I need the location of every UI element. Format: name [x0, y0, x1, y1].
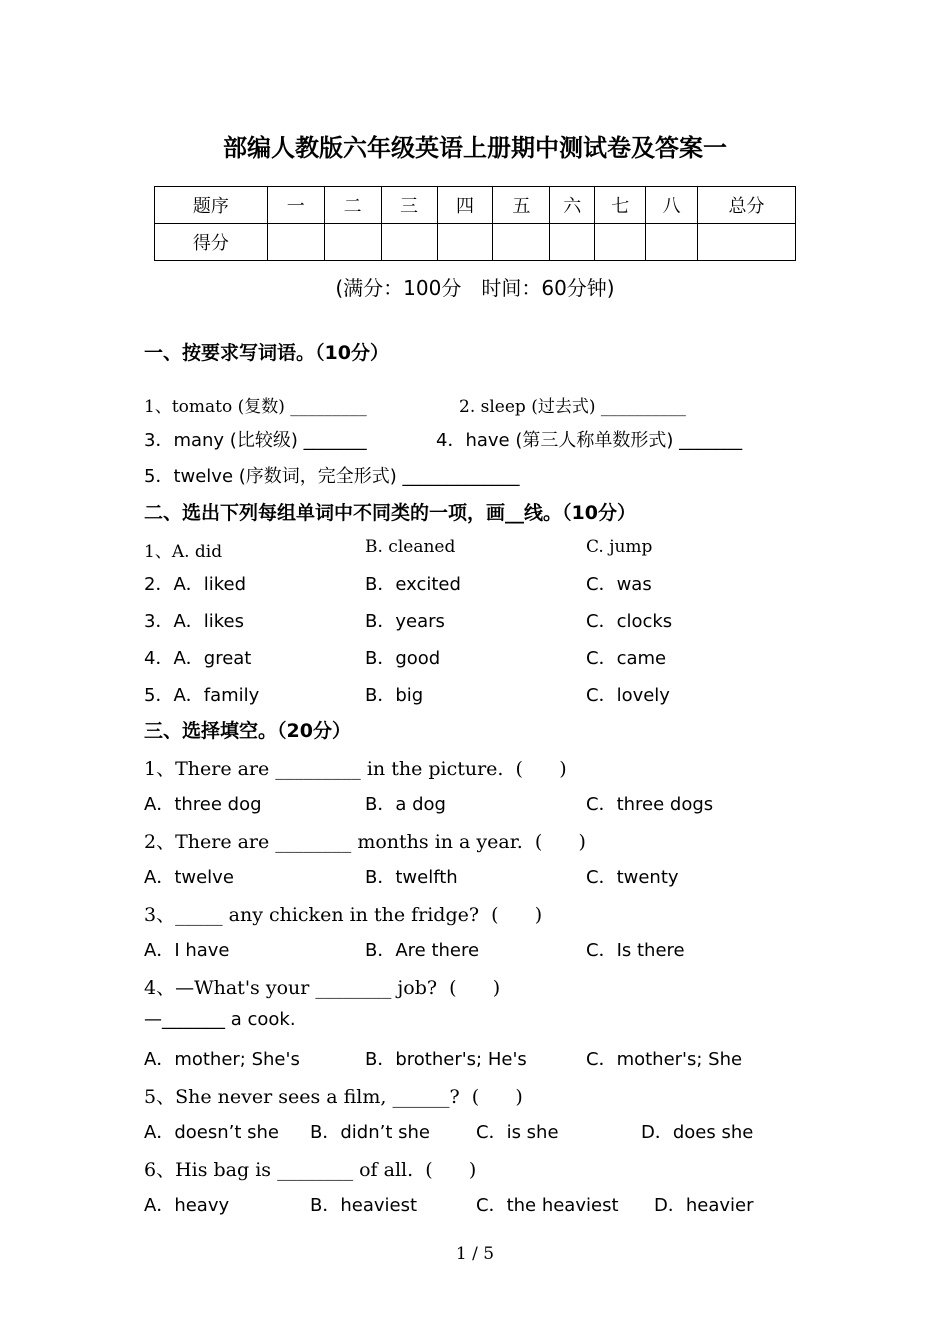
table-cell: 得分: [155, 224, 268, 261]
option-b: B．twelfth: [365, 867, 458, 888]
option-c: C．was: [586, 574, 652, 595]
score-cell: [646, 224, 698, 261]
option-a: A．heavy: [144, 1195, 230, 1216]
option-c: C．clocks: [586, 611, 673, 632]
option-a: A．doesn’t she: [144, 1122, 279, 1143]
option-c: C．Is there: [586, 940, 685, 961]
option-a: 5．A．family: [144, 685, 260, 706]
option-b: B．didn’t she: [310, 1122, 430, 1143]
score-table-score-row: [155, 224, 796, 261]
table-cell: 六: [550, 187, 595, 224]
question-3-5: 5、She never sees a film, ______? ( ): [144, 1086, 523, 1108]
table-cell: 七: [595, 187, 646, 224]
option-b: B．good: [365, 648, 441, 669]
option-c: C．twenty: [586, 867, 679, 888]
question-1-3: 3．many (比较级) _______: [144, 430, 367, 451]
option-b: B．brother's; He's: [365, 1049, 527, 1070]
question-3-3: 3、_____ any chicken in the fridge? ( ): [144, 904, 543, 926]
score-cell: [437, 224, 493, 261]
score-cell: [595, 224, 646, 261]
option-d: D．does she: [641, 1122, 754, 1143]
table-cell: 八: [646, 187, 698, 224]
table-cell: 题序: [155, 187, 268, 224]
option-a: 1、A. did: [144, 542, 223, 562]
section-heading-3: 三、选择填空。（20分）: [144, 720, 351, 742]
option-b: B．years: [365, 611, 445, 632]
option-b: B．a dog: [365, 794, 446, 815]
question-3-2: 2、There are ________ months in a year. ( ): [144, 831, 586, 853]
option-c: C．the heaviest: [476, 1195, 619, 1216]
option-c: C．three dogs: [586, 794, 714, 815]
table-cell: 四: [437, 187, 493, 224]
option-c: C．came: [586, 648, 667, 669]
option-b: B．Are there: [365, 940, 480, 961]
question-1-2: 2. sleep (过去式) __________: [459, 397, 686, 417]
option-a: 2．A．liked: [144, 574, 247, 595]
score-cell: [324, 224, 381, 261]
option-a: A．twelve: [144, 867, 234, 888]
score-table-header-row: [155, 187, 796, 224]
table-cell: 五: [493, 187, 550, 224]
question-1-5: 5．twelve (序数词，完全形式) _____________: [144, 466, 520, 487]
table-cell: 二: [324, 187, 381, 224]
question-3-4: 4、—What's your ________ job? ( ): [144, 977, 501, 999]
option-a: A．three dog: [144, 794, 262, 815]
table-cell: 一: [267, 187, 324, 224]
score-cell: [698, 224, 796, 261]
page-title: 部编人教版六年级英语上册期中测试卷及答案一: [223, 134, 727, 162]
option-c: C．is she: [476, 1122, 559, 1143]
option-b: B．heaviest: [310, 1195, 418, 1216]
score-cell: [381, 224, 437, 261]
option-b: B. cleaned: [365, 537, 456, 557]
option-c: C．mother's; She: [586, 1049, 743, 1070]
score-cell: [550, 224, 595, 261]
option-a: A．I have: [144, 940, 230, 961]
exam-note: (满分：100分 时间：60分钟): [335, 276, 615, 300]
option-d: D．heavier: [654, 1195, 754, 1216]
page-number: 1 / 5: [455, 1244, 495, 1264]
option-c: C．lovely: [586, 685, 670, 706]
question-3-4-line2: —_______ a cook.: [144, 1009, 296, 1030]
option-b: B．excited: [365, 574, 461, 595]
question-1-1: 1、tomato (复数) _________: [144, 397, 367, 417]
question-3-1: 1、There are _________ in the picture. ( ): [144, 758, 567, 780]
option-c: C. jump: [586, 537, 653, 557]
question-1-4: 4．have (第三人称单数形式) _______: [436, 430, 743, 451]
score-table: [154, 186, 796, 261]
table-cell: 总分: [698, 187, 796, 224]
option-b: B．big: [365, 685, 424, 706]
option-a: 4．A．great: [144, 648, 252, 669]
option-a: 3．A．likes: [144, 611, 245, 632]
score-cell: [493, 224, 550, 261]
score-cell: [267, 224, 324, 261]
question-3-6: 6、His bag is ________ of all. ( ): [144, 1159, 477, 1181]
table-cell: 三: [381, 187, 437, 224]
section-heading-1: 一、按要求写词语。（10分）: [144, 342, 389, 364]
option-a: A．mother; She's: [144, 1049, 300, 1070]
section-heading-2: 二、选出下列每组单词中不同类的一项，画__线。（10分）: [144, 502, 636, 524]
